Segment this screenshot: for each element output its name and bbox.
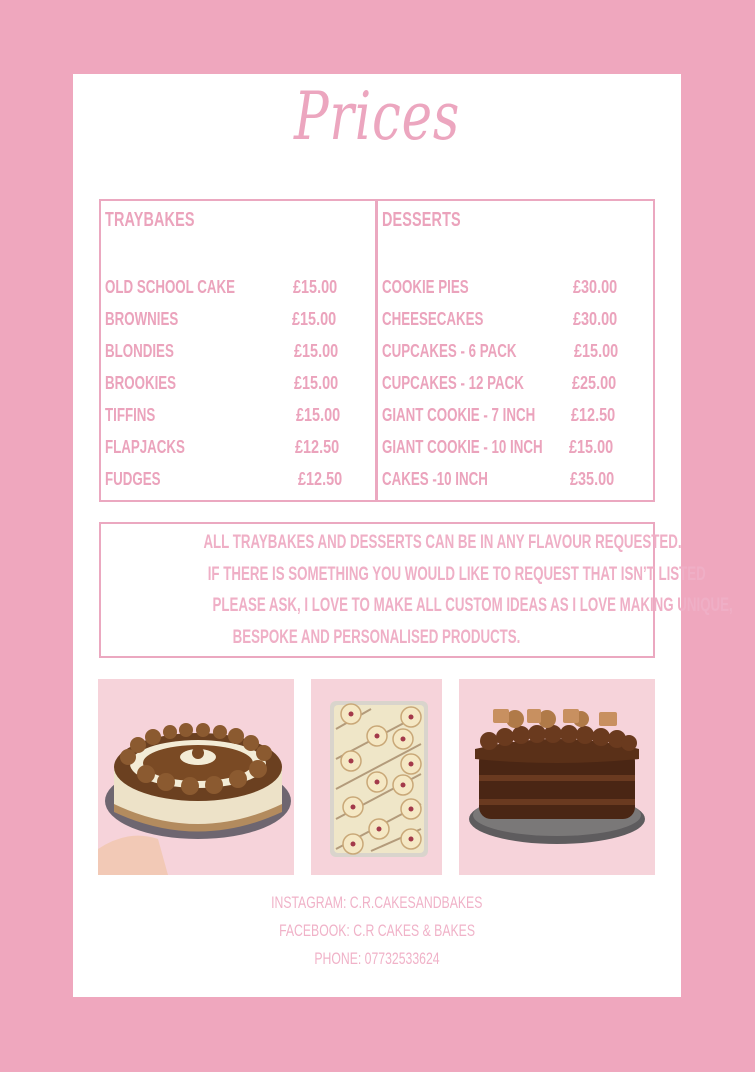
item-price: £30.00: [573, 276, 618, 297]
item-name: TIFFINS: [105, 404, 156, 425]
traybakes-section: [99, 199, 377, 502]
cheesecake-photo: [98, 679, 294, 875]
item-name: CAKES -10 INCH: [382, 468, 488, 489]
cheesecake-image-icon: [98, 679, 294, 875]
item-price: £12.50: [571, 404, 616, 425]
page-title: Prices: [293, 78, 461, 155]
item-name: BLONDIES: [105, 340, 174, 361]
item-name: FLAPJACKS: [105, 436, 185, 457]
item-price: £30.00: [573, 308, 618, 329]
instagram-handle: INSTAGRAM: C.R.CAKESANDBAKES: [271, 893, 483, 912]
item-name: FUDGES: [105, 468, 161, 489]
traybake-image-icon: [311, 679, 442, 875]
item-price: £12.50: [298, 468, 343, 489]
note-line: PLEASE ASK, I LOVE TO MAKE ALL CUSTOM IDEAS AS I LOVE MAKING UNIQUE,: [212, 595, 733, 616]
item-name: CUPCAKES - 12 PACK: [382, 372, 524, 393]
item-name: COOKIE PIES: [382, 276, 469, 297]
item-name: CUPCAKES - 6 PACK: [382, 340, 517, 361]
item-price: £15.00: [296, 404, 341, 425]
traybake-photo: [311, 679, 442, 875]
phone-number: PHONE: 07732533624: [314, 949, 440, 968]
item-price: £35.00: [570, 468, 615, 489]
item-price: £15.00: [294, 340, 339, 361]
item-price: £12.50: [295, 436, 340, 457]
contact-info: [73, 889, 681, 973]
chocolate-cake-image-icon: [459, 679, 655, 875]
facebook-page: FACEBOOK: C.R CAKES & BAKES: [279, 921, 475, 940]
desserts-heading: DESSERTS: [382, 209, 461, 231]
item-name: CHEESECAKES: [382, 308, 484, 329]
item-price: £15.00: [294, 372, 339, 393]
note-line: ALL TRAYBAKES AND DESSERTS CAN BE IN ANY FLAVOUR REQUESTED.: [203, 532, 682, 553]
item-price: £15.00: [574, 340, 619, 361]
item-name: BROOKIES: [105, 372, 177, 393]
item-name: OLD SCHOOL CAKE: [105, 276, 236, 297]
item-price: £15.00: [569, 436, 614, 457]
note-line: BESPOKE AND PERSONALISED PRODUCTS.: [233, 626, 521, 648]
desserts-section: [376, 199, 655, 502]
custom-order-note: [99, 522, 733, 658]
item-price: £15.00: [293, 276, 338, 297]
note-line: IF THERE IS SOMETHING YOU WOULD LIKE TO REQUEST THAT ISN’T LISTED: [207, 563, 706, 585]
item-name: GIANT COOKIE - 7 INCH: [382, 404, 536, 425]
price-list-card: [73, 74, 733, 997]
item-name: GIANT COOKIE - 10 INCH: [382, 436, 543, 457]
item-price: £25.00: [572, 372, 617, 393]
item-price: £15.00: [292, 308, 337, 329]
chocolate-cake-photo: [459, 679, 655, 875]
traybakes-heading: TRAYBAKES: [105, 209, 195, 231]
item-name: BROWNIES: [105, 308, 179, 329]
